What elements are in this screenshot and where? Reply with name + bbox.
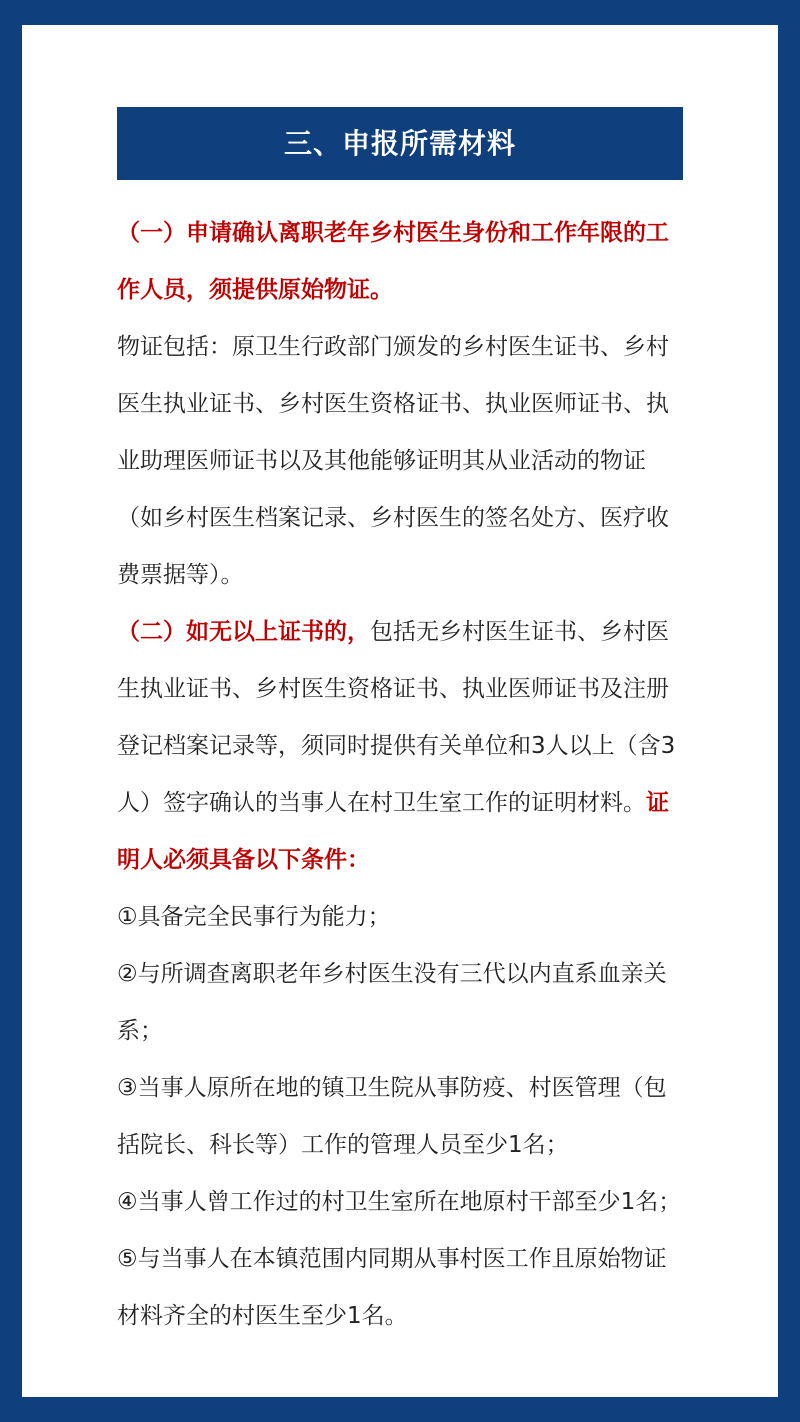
section-title: 三、申报所需材料 bbox=[283, 126, 516, 160]
condition-item-5: ⑤与当事人在本镇范围内同期从事村医工作且原始物证材料齐全的村医生至少1名。 bbox=[117, 1246, 667, 1329]
conditions-heading: 证明人必须具备以下条件： bbox=[117, 790, 669, 873]
section2-heading: （二）如无以上证书的， bbox=[117, 619, 370, 645]
document-content bbox=[117, 205, 683, 1345]
section2-body: 包括无乡村医生证书、乡村医生执业证书、乡村医生资格证书、执业医师证书及注册登记档案记录等，须同时提供有关单位和3人以上（含3人）签字确认的当事人在村卫生室工作的证明材料。 bbox=[117, 619, 676, 816]
document-page bbox=[22, 25, 778, 1397]
section1-heading: （一）申请确认离职老年乡村医生身份和工作年限的工作人员，须提供原始物证。 bbox=[117, 220, 669, 303]
condition-item-2: ②与所调查离职老年乡村医生没有三代以内直系血亲关系； bbox=[117, 961, 667, 1044]
section1-body: 物证包括：原卫生行政部门颁发的乡村医生证书、乡村医生执业证书、乡村医生资格证书、执业医师证书、执业助理医师证书以及其他能够证明其从业活动的物证（如乡村医生档案记录、乡村医生的签名处方、医疗收费票据等）。 bbox=[117, 334, 669, 588]
section2-paragraph bbox=[117, 604, 683, 889]
condition-item-3: ③当事人原所在地的镇卫生院从事防疫、村医管理（包括院长、科长等）工作的管理人员至少1名； bbox=[117, 1075, 667, 1158]
condition-item-1: ①具备完全民事行为能力； bbox=[117, 904, 391, 930]
condition-item-4: ④当事人曾工作过的村卫生室所在地原村干部至少1名； bbox=[117, 1189, 682, 1215]
section-header-bar bbox=[117, 107, 683, 180]
